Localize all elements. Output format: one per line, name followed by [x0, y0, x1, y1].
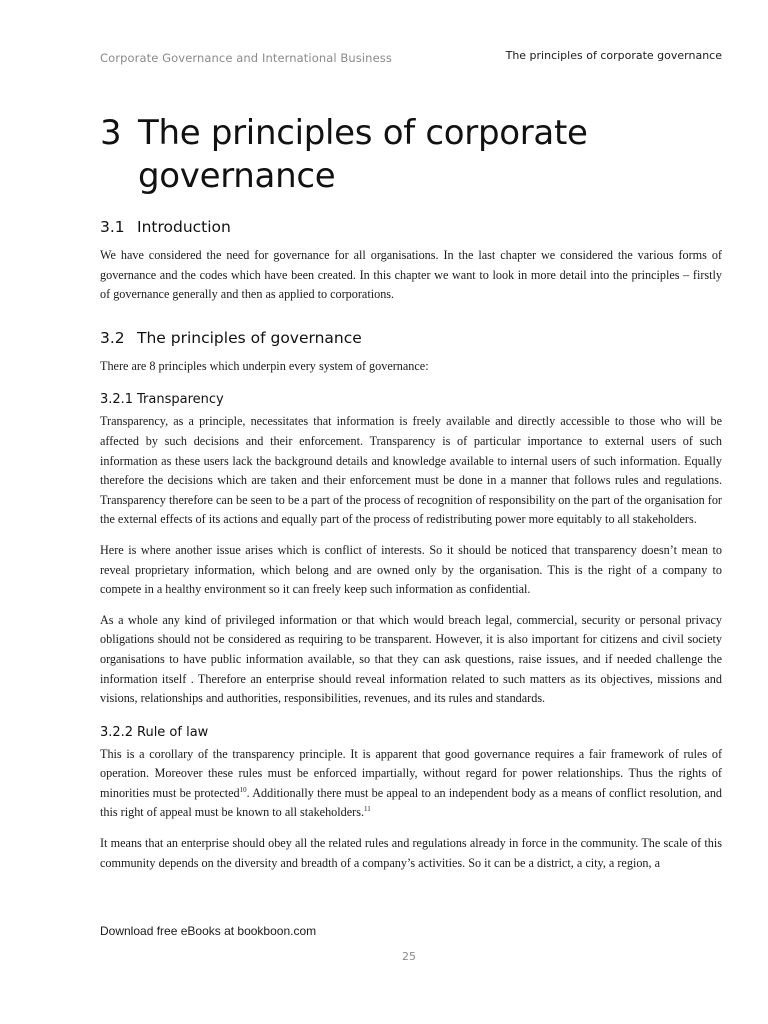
subsection-heading-transparency: [100, 391, 722, 409]
paragraph: There are 8 principles which underpin every system of governance:: [100, 358, 429, 373]
book-title: Corporate Governance and International Business: [100, 51, 392, 65]
subsection-title: Rule of law: [137, 724, 209, 740]
paragraph-text: This is a corollary of the transparency principle. It is apparent that good governance requires a fair framework of rules of operation. Moreover these rules must be enforced impartially, without regard for power relationships. Thus the rights of minorities must be protected: [100, 746, 722, 800]
paragraph-text: . Additionally there must be appeal to an independent body as a means of conflict resolution, and this right of appeal must be known to all stakeholders.: [100, 785, 723, 820]
section-number: 3.1: [100, 218, 125, 236]
chapter-number: 3: [100, 112, 122, 153]
paragraph: We have considered the need for governance for all organisations. In the last chapter we considered the various forms of governance and the codes which have been created. In this chapter we want to look in more detail into the principles – firstly of governance generally and then as applied to corporations.: [100, 248, 722, 302]
page-number: 25: [402, 950, 416, 963]
footnote-ref[interactable]: 10: [239, 785, 247, 794]
footnote-ref[interactable]: 11: [364, 805, 371, 814]
section-heading-principles: [100, 327, 722, 349]
subsection-number: 3.2.2: [100, 724, 134, 740]
download-link[interactable]: Download free eBooks at bookboon.com: [100, 924, 317, 938]
section-heading-introduction: [100, 216, 722, 238]
paragraph: It means that an enterprise should obey all the related rules and regulations already in force in the community. The scale of this community depends on the diversity and breadth of a company’s activities. So it can be a district, a city, a region, a: [100, 836, 722, 870]
body-content: [100, 216, 722, 873]
section-title: The principles of governance: [137, 328, 362, 347]
paragraph: [100, 745, 722, 823]
chapter-title: The principles of corporate governance: [138, 112, 588, 196]
running-header: [100, 49, 722, 65]
paragraph: As a whole any kind of privileged information or that which would breach legal, commercial, security or personal privacy obligations should not be considered as requiring to be transparent. However, it is also important for citizens and civil society organisations to have public information available, so that they can ask questions, raise issues, and if needed challenge the information itself . Therefore an enterprise should reveal information related to such matters as its objectives, missions and visions, relationships and authorities, responsibilities, revenues, and its rules and standards.: [100, 612, 722, 706]
section-title: Introduction: [137, 218, 231, 236]
subsection-heading-rule-of-law: [100, 724, 722, 742]
chapter-running-title: The principles of corporate governance: [505, 49, 722, 62]
subsection-number: 3.2.1: [100, 392, 134, 408]
chapter-heading: [100, 112, 722, 198]
subsection-title: Transparency: [137, 392, 224, 408]
paragraph: Here is where another issue arises which is conflict of interests. So it should be noticed that transparency doesn’t mean to reveal proprietary information, which belong and are owned only by the organisation. This is the right of a company to compete in a healthy environment so it can freely keep such information as confidential.: [100, 542, 722, 597]
section-number: 3.2: [100, 328, 125, 347]
paragraph: Transparency, as a principle, necessitates that information is freely available and directly accessible to those who will be affected by such decisions and their enforcement. Transparency is of particular importance to external users of such information as these users lack the background details and knowledge available to internal users of such information. Equally therefore the decisions which are taken and their enforcement must be done in a manner that follows rules and regulations. Transparency therefore can be seen to be a part of the process of recognition of responsibility on the part of the organisation for the external effects of its actions and equally part of the process of redistributing power more equitably to all stakeholders.: [100, 414, 722, 527]
